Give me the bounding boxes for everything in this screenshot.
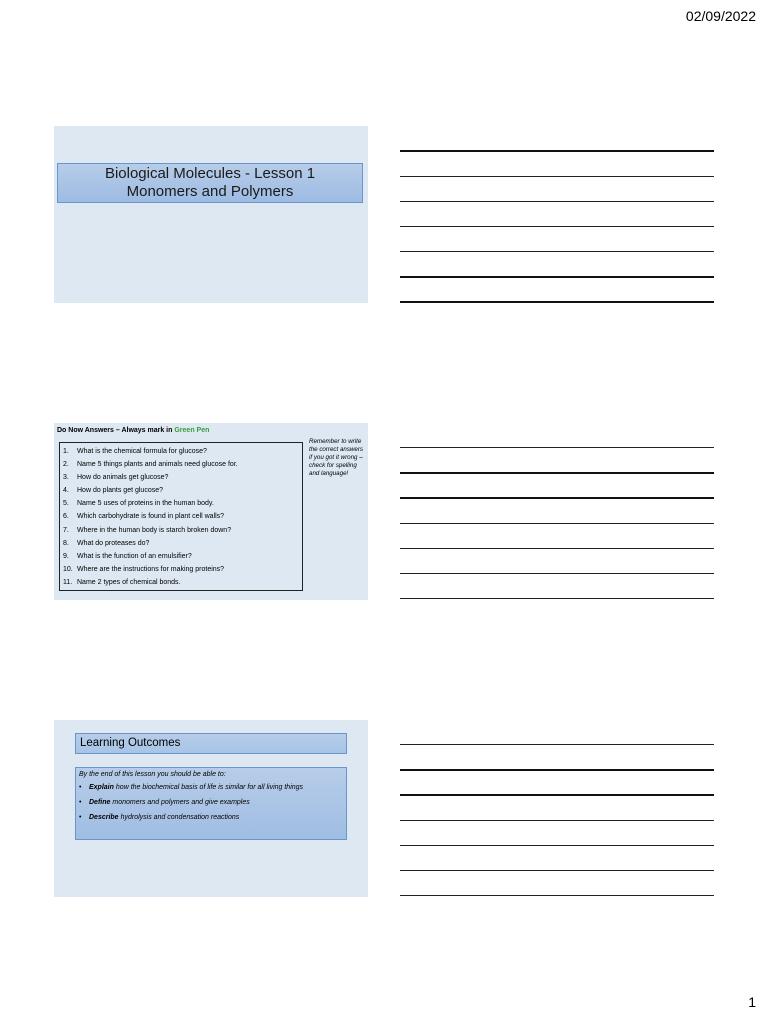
question-item: [63, 510, 299, 523]
note-line: [400, 573, 714, 574]
learning-outcome-verb: Explain: [89, 784, 114, 791]
question-number: 6.: [63, 513, 69, 521]
note-line: [400, 598, 714, 599]
question-number: 8.: [63, 539, 69, 547]
question-item: [63, 563, 299, 576]
learning-outcome-item: [79, 798, 343, 808]
learning-outcomes-list: [79, 783, 343, 823]
note-line: [400, 548, 714, 549]
note-line: [400, 251, 714, 252]
note-line: [400, 226, 714, 227]
note-line: [400, 497, 714, 499]
note-line: [400, 845, 714, 846]
slide-1-thumbnail: [54, 126, 368, 303]
note-line: [400, 276, 714, 278]
questions-list: [63, 445, 299, 589]
slide-2-thumbnail: [54, 423, 368, 600]
slide-1-title-line-2: Monomers and Polymers: [126, 183, 294, 200]
marking-reminder-note: Remember to write the correct answers if you got it wrong – check for spelling and language!: [309, 438, 363, 477]
learning-outcome-description: monomers and polymers and give examples: [112, 799, 250, 806]
note-line: [400, 472, 714, 474]
question-text: What is the function of an emulsifier?: [77, 552, 192, 560]
note-line: [400, 523, 714, 524]
question-item: [63, 445, 299, 458]
questions-box: [59, 442, 303, 591]
note-line: [400, 201, 714, 202]
question-text: Which carbohydrate is found in plant cell walls?: [77, 513, 225, 521]
learning-outcome-text: [89, 813, 239, 823]
green-pen-label: Green Pen: [174, 427, 210, 434]
question-item: [63, 550, 299, 563]
learning-outcomes-body: [75, 767, 347, 840]
learning-outcomes-title: Learning Outcomes: [75, 733, 347, 754]
note-line: [400, 176, 714, 177]
note-line: [400, 820, 714, 821]
question-item: [63, 497, 299, 510]
question-text: How do plants get glucose?: [77, 487, 163, 495]
question-item: [63, 471, 299, 484]
question-text: How do animals get glucose?: [77, 474, 169, 482]
print-date: 02/09/2022: [685, 8, 756, 24]
question-text: Where are the instructions for making proteins?: [77, 565, 225, 573]
learning-outcome-item: [79, 783, 343, 793]
learning-outcome-description: hydrolysis and condensation reactions: [120, 814, 240, 821]
question-number: 2.: [63, 461, 69, 469]
bullet-icon: •: [79, 799, 82, 806]
bullet-icon: •: [79, 814, 82, 821]
note-line: [400, 769, 714, 771]
note-line: [400, 744, 714, 745]
note-line: [400, 870, 714, 871]
question-number: 11.: [63, 578, 73, 586]
learning-outcome-item: [79, 813, 343, 823]
question-number: 7.: [63, 526, 69, 534]
question-item: [63, 458, 299, 471]
question-text: What is the chemical formula for glucose?: [77, 448, 207, 455]
question-text: Name 5 things plants and animals need glucose for.: [77, 461, 238, 469]
question-item: [63, 524, 299, 537]
question-item: [63, 484, 299, 497]
slide-1-title-box: [57, 163, 363, 203]
learning-outcome-verb: Define: [89, 799, 111, 806]
learning-outcome-verb: Describe: [89, 814, 119, 821]
question-number: 9.: [63, 552, 69, 560]
question-text: Name 5 uses of proteins in the human body.: [77, 500, 214, 508]
question-item: [63, 537, 299, 550]
slide-3-thumbnail: [54, 720, 368, 897]
note-line: [400, 794, 714, 796]
bullet-icon: •: [79, 784, 82, 791]
note-line: [400, 895, 714, 896]
question-number: 3.: [63, 474, 69, 482]
learning-outcome-text: [89, 783, 303, 793]
question-text: Where in the human body is starch broken down?: [77, 526, 232, 534]
do-now-heading: [57, 427, 209, 434]
page-number: 1: [748, 994, 756, 1010]
note-line: [400, 447, 714, 448]
note-line: [400, 150, 714, 152]
question-number: 5.: [63, 500, 69, 508]
learning-outcomes-intro: By the end of this lesson you should be able to:: [79, 771, 226, 778]
slide-1-title-line-1: Biological Molecules - Lesson 1: [104, 165, 316, 182]
question-text: Name 2 types of chemical bonds.: [77, 578, 181, 586]
question-text: What do proteases do?: [77, 539, 150, 547]
note-line: [400, 301, 714, 303]
question-number: 1.: [63, 448, 69, 455]
question-number: 10.: [63, 565, 73, 573]
learning-outcome-description: how the biochemical basis of life is similar for all living things: [115, 784, 304, 791]
learning-outcome-text: [89, 798, 250, 808]
question-number: 4.: [63, 487, 69, 495]
question-item: [63, 576, 299, 589]
do-now-heading-text: Do Now Answers – Always mark in: [57, 427, 175, 434]
